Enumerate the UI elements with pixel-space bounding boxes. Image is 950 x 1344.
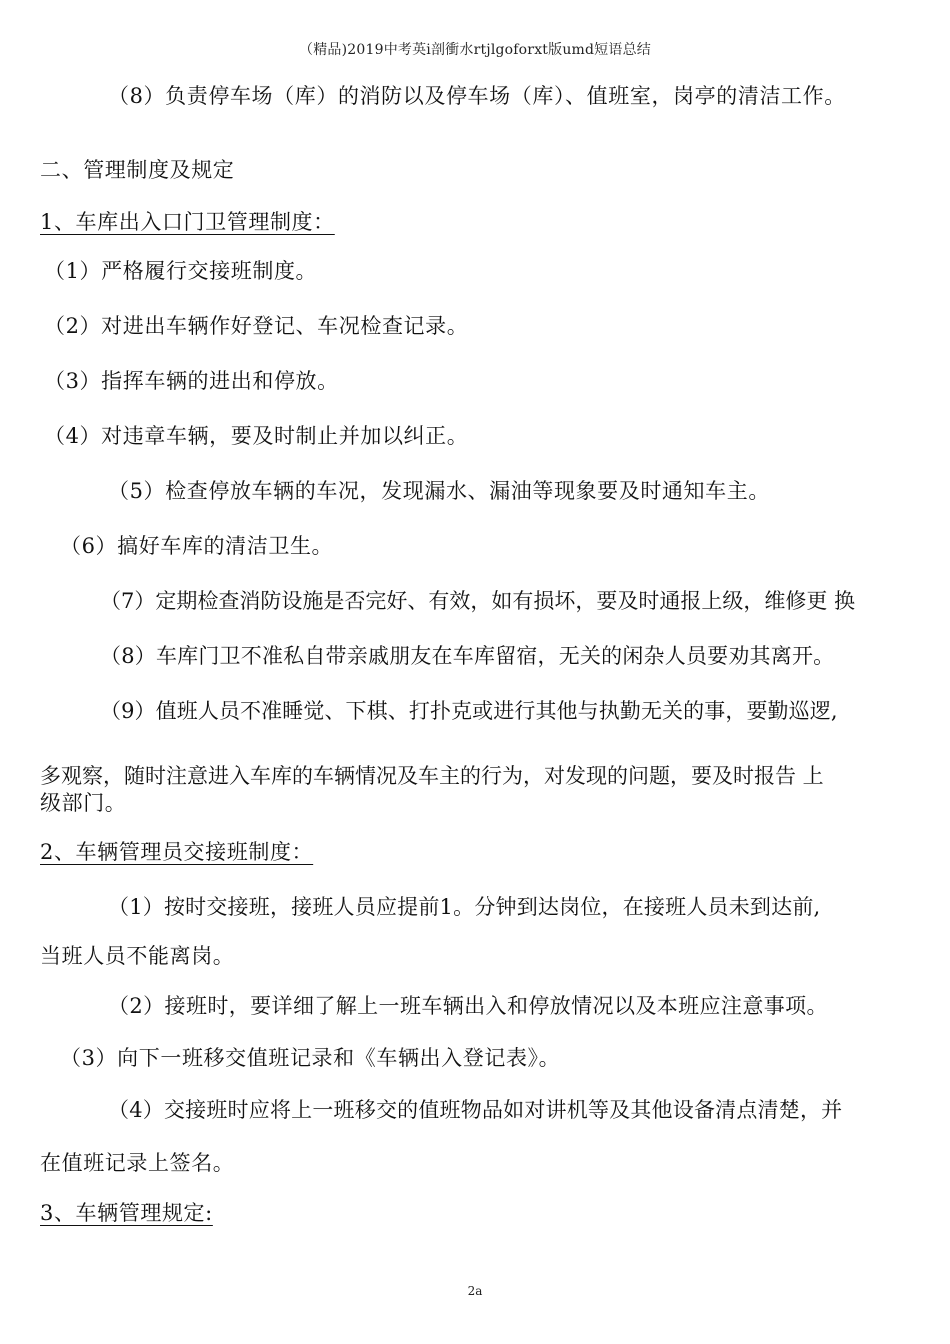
text-line: （8）负责停车场（库）的消防以及停车场（库）、值班室，岗亭的清洁工作。 (108, 84, 846, 108)
text-line: （3）向下一班移交值班记录和《车辆出入登记表》。 (60, 1046, 561, 1070)
text-line: （7）定期检查消防设施是否完好、有效，如有损坏，要及时通报上级，维修更 换 (100, 589, 856, 613)
text-line: （4）交接班时应将上一班移交的值班物品如对讲机等及其他设备清点清楚，并 (108, 1098, 843, 1122)
text-line: 当班人员不能离岗。 (40, 944, 235, 968)
page-number: 2a (467, 1284, 483, 1298)
text-line: （1）严格履行交接班制度。 (44, 259, 318, 283)
text-line: （2）对进出车辆作好登记、车况检查记录。 (44, 314, 469, 338)
section-heading: 二、管理制度及规定 (40, 158, 235, 182)
text-line: （8）车库门卫不准私自带亲戚朋友在车库留宿，无关的闲杂人员要劝其离开。 (100, 644, 835, 668)
text-line: 级部门。 (40, 791, 127, 815)
text-line: （6）搞好车库的清洁卫生。 (60, 534, 334, 558)
text-line: （4）对违章车辆，要及时制止并加以纠正。 (44, 424, 469, 448)
text-line: （2）接班时，要详细了解上一班车辆出入和停放情况以及本班应注意事项。 (108, 994, 828, 1018)
page-header: （精品)2019中考英i剖衝水rtjlgoforxt版umd短语总结 (299, 42, 651, 58)
text-line: （3）指挥车辆的进出和停放。 (44, 369, 339, 393)
subsection-heading: 1、车库出入口门卫管理制度： (40, 210, 335, 234)
text-line: （5）检查停放车辆的车况，发现漏水、漏油等现象要及时通知车主。 (108, 479, 770, 503)
subsection-heading: 2、车辆管理员交接班制度： (40, 840, 314, 864)
text-line: 在值班记录上签名。 (40, 1151, 235, 1175)
text-line: 多观察，随时注意进入车库的车辆情况及车主的行为，对发现的问题，要及时报告 上 (40, 764, 824, 788)
text-line: （1）按时交接班，接班人员应提前1。分钟到达岗位，在接班人员未到达前, (108, 895, 821, 919)
subsection-heading: 3、车辆管理规定: (40, 1201, 213, 1225)
text-line: （9）值班人员不准睡觉、下棋、打扑克或进行其他与执勤无关的事，要勤巡逻, (100, 699, 838, 723)
